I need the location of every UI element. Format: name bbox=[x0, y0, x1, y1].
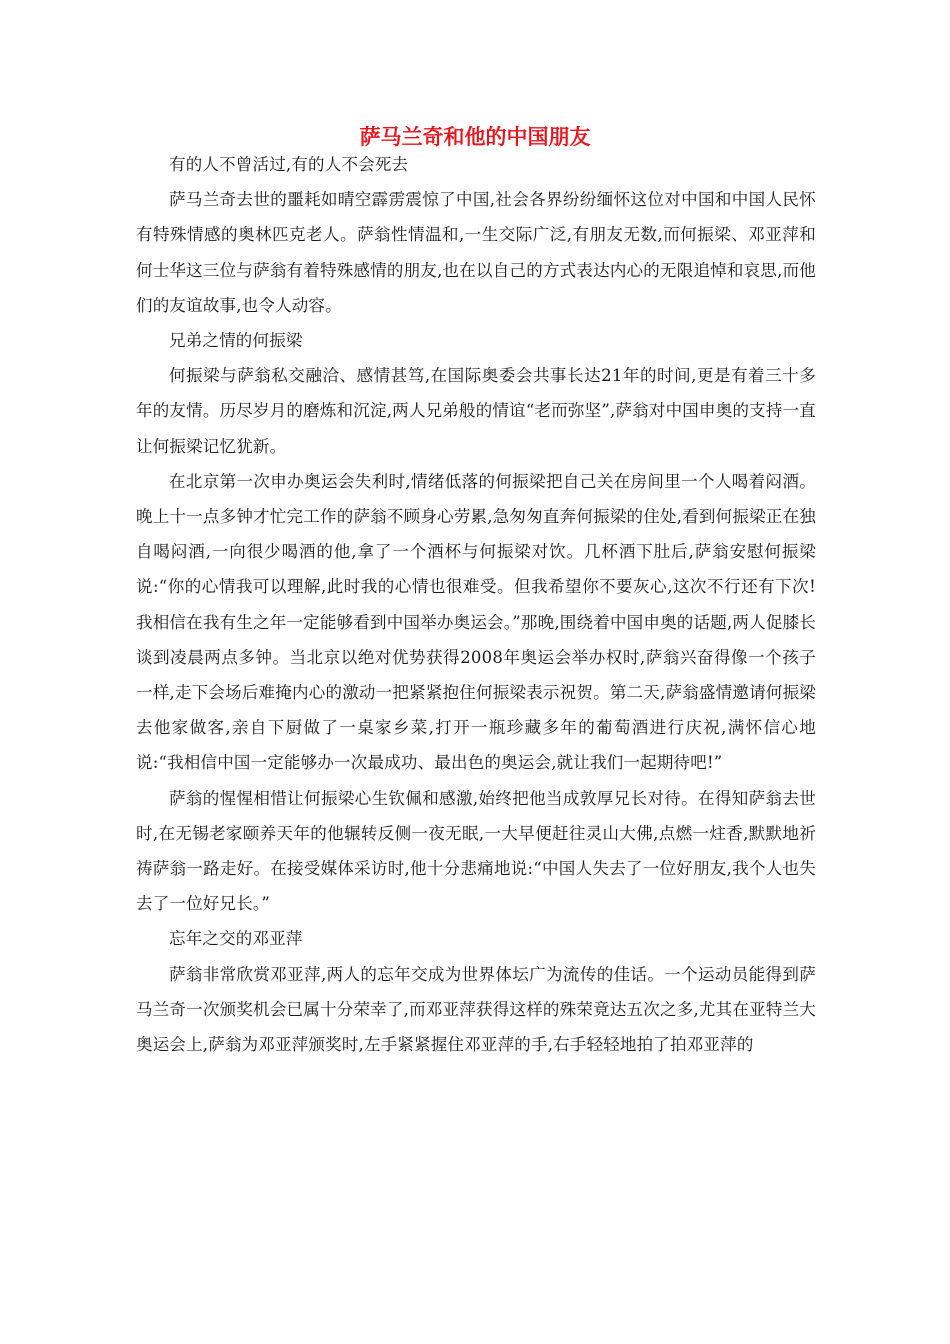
paragraph: 何振梁与萨翁私交融洽、感情甚笃,在国际奥委会共事长达21年的时间,更是有着三十多年的友情。历尽岁月的磨炼和沉淀,两人兄弟般的情谊“老而弥坚”,萨翁对中国申奥的支持一直让何振梁记忆犹新。 bbox=[136, 366, 816, 456]
paragraph: 萨马兰奇去世的噩耗如晴空霹雳震惊了中国,社会各界纷纷缅怀这位对中国和中国人民怀有特殊情感的奥林匹克老人。萨翁性情温和,一生交际广泛,有朋友无数,而何振梁、邓亚萍和何士华这三位与萨翁有着特殊感情的朋友,也在以自己的方式表达内心的无限追悼和哀思,而他们的友谊故事,也令人动容。 bbox=[136, 190, 816, 315]
document-title: 萨马兰奇和他的中国朋友 bbox=[359, 124, 591, 149]
epigraph: 有的人不曾活过,有的人不会死去 bbox=[169, 155, 409, 174]
section-heading: 忘年之交的邓亚萍 bbox=[169, 929, 303, 949]
paragraph: 萨翁的惺惺相惜让何振梁心生钦佩和感激,始终把他当成敦厚兄长对待。在得知萨翁去世时,在无锡老家颐养天年的他辗转反侧一夜无眠,一大早便赶往灵山大佛,点燃一炷香,默默地祈祷萨翁一路走好。在接受媒体采访时,他十分悲痛地说:“中国人失去了一位好朋友,我个人也失去了一位好兄长。” bbox=[136, 788, 816, 914]
document-body bbox=[136, 147, 816, 1062]
section-heading: 兄弟之情的何振梁 bbox=[169, 331, 303, 351]
paragraph: 在北京第一次申办奥运会失利时,情绪低落的何振梁把自己关在房间里一个人喝着闷酒。晚上十一点多钟才忙完工作的萨翁不顾身心劳累,急匆匆直奔何振梁的住处,看到何振梁正在独自喝闷酒,一向很少喝酒的他,拿了一个酒杯与何振梁对饮。几杯酒下肚后,萨翁安慰何振梁说:“你的心情我可以理解,此时我的心情也很难受。但我希望你不要灰心,这次不行还有下次!我相信在我有生之年一定能够看到中国举办奥运会。”那晚,围绕着中国申奥的话题,两人促膝长谈到凌晨两点多钟。当北京以绝对优势获得2008年奥运会举办权时,萨翁兴奋得像一个孩子一样,走下会场后难掩内心的激动一把紧紧抱住何振梁表示祝贺。第二天,萨翁盛情邀请何振梁去他家做客,亲自下厨做了一桌家乡菜,打开一瓶珍藏多年的葡萄酒进行庆祝,满怀信心地说:“我相信中国一定能够办一次最成功、最出色的奥运会,就让我们一起期待吧!” bbox=[136, 471, 816, 773]
paragraph: 萨翁非常欣赏邓亚萍,两人的忘年交成为世界体坛广为流传的佳话。一个运动员能得到萨马兰奇一次颁奖机会已属十分荣幸了,而邓亚萍获得这样的殊荣竟达五次之多,尤其在亚特兰大奥运会上,萨翁为邓亚萍颁奖时,左手紧紧握住邓亚萍的手,右手轻轻地拍了拍邓亚萍的 bbox=[136, 964, 816, 1055]
